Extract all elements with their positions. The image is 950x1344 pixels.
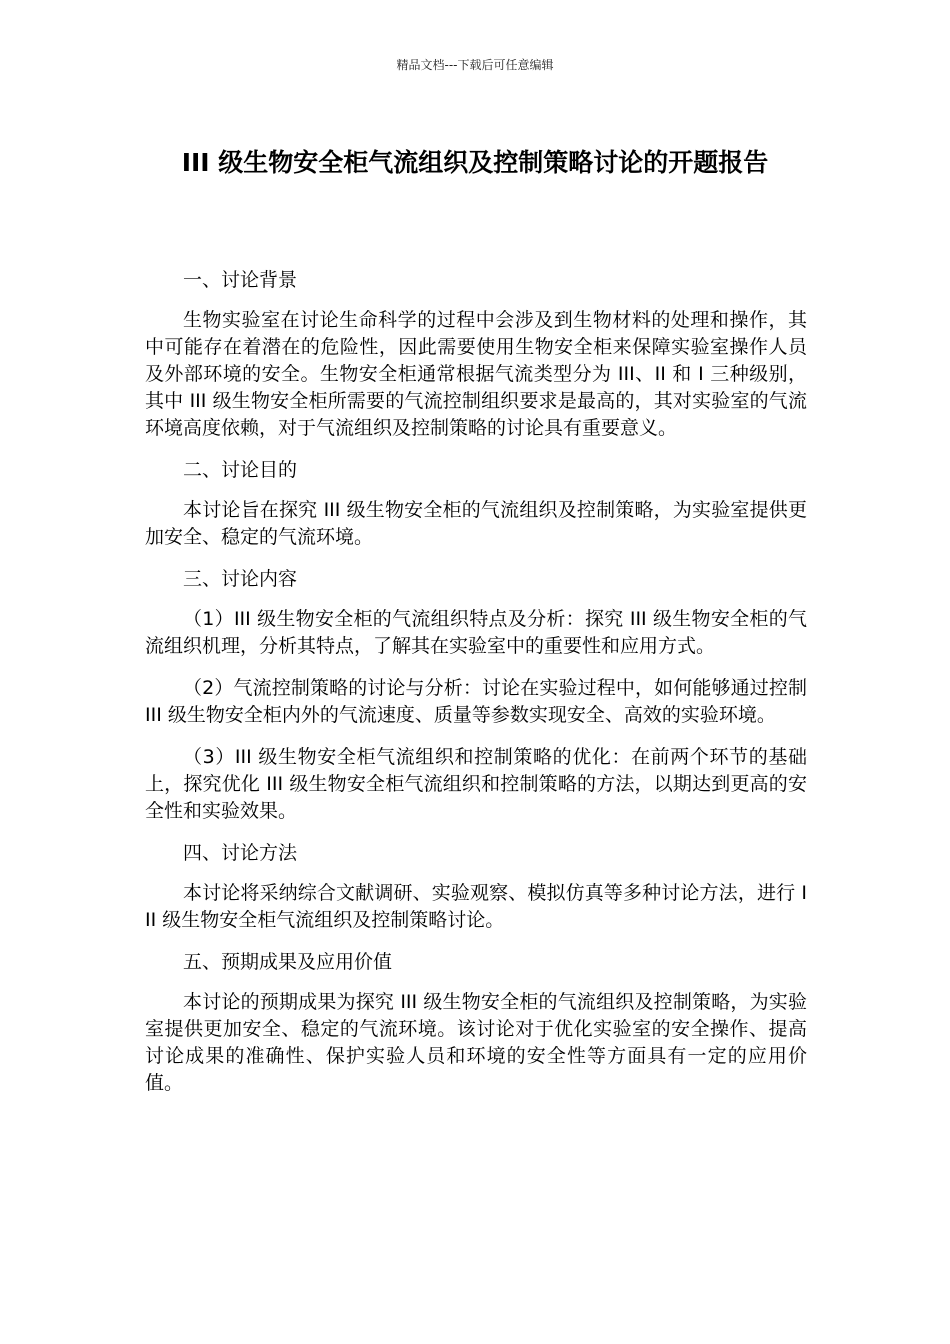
section-heading-outcome: 五、预期成果及应用价值: [183, 951, 393, 973]
paragraph-outcome: 本讨论的预期成果为探究 III 级生物安全柜的气流组织及控制策略，为实验室提供更加安全、稳定的气流环境。该讨论对于优化实验室的安全操作、提高讨论成果的准确性、保护实验人员和环境的安全性等方面具有一定的应用价值。: [145, 991, 807, 1094]
document-body: [145, 267, 807, 1097]
paragraph-purpose: 本讨论旨在探究 III 级生物安全柜的气流组织及控制策略，为实验室提供更加安全、稳定的气流环境。: [145, 499, 807, 548]
section-heading-method: 四、讨论方法: [183, 842, 298, 864]
paragraph-content-2: （2）气流控制策略的讨论与分析：讨论在实验过程中，如何能够通过控制 III 级生物安全柜内外的气流速度、质量等参数实现安全、高效的实验环境。: [145, 677, 807, 726]
paragraph-method: 本讨论将采纳综合文献调研、实验观察、模拟仿真等多种讨论方法，进行 III 级生物安全柜气流组织及控制策略讨论。: [145, 882, 807, 931]
paragraph-content-3: （3）III 级生物安全柜气流组织和控制策略的优化：在前两个环节的基础上，探究优化 III 级生物安全柜气流组织和控制策略的方法，以期达到更高的安全性和实验效果。: [145, 746, 807, 822]
section-heading-background: 一、讨论背景: [183, 269, 298, 291]
page-header: 精品文档---下载后可任意编辑: [396, 58, 554, 72]
paragraph-content-1: （1）III 级生物安全柜的气流组织特点及分析：探究 III 级生物安全柜的气流组织机理，分析其特点，了解其在实验室中的重要性和应用方式。: [145, 608, 807, 657]
document-title: III 级生物安全柜气流组织及控制策略讨论的开题报告: [181, 148, 769, 177]
paragraph-background: 生物实验室在讨论生命科学的过程中会涉及到生物材料的处理和操作，其中可能存在着潜在的危险性，因此需要使用生物安全柜来保障实验室操作人员及外部环境的安全。生物安全柜通常根据气流类型分为 III、II 和 I 三种级别，其中 III 级生物安全柜所需要的气流控制组织要求是最高的，其对实验室的气流环境高度依赖，对于气流组织及控制策略的讨论具有重要意义。: [145, 309, 807, 439]
section-heading-content: 三、讨论内容: [183, 568, 298, 590]
section-heading-purpose: 二、讨论目的: [183, 459, 298, 481]
